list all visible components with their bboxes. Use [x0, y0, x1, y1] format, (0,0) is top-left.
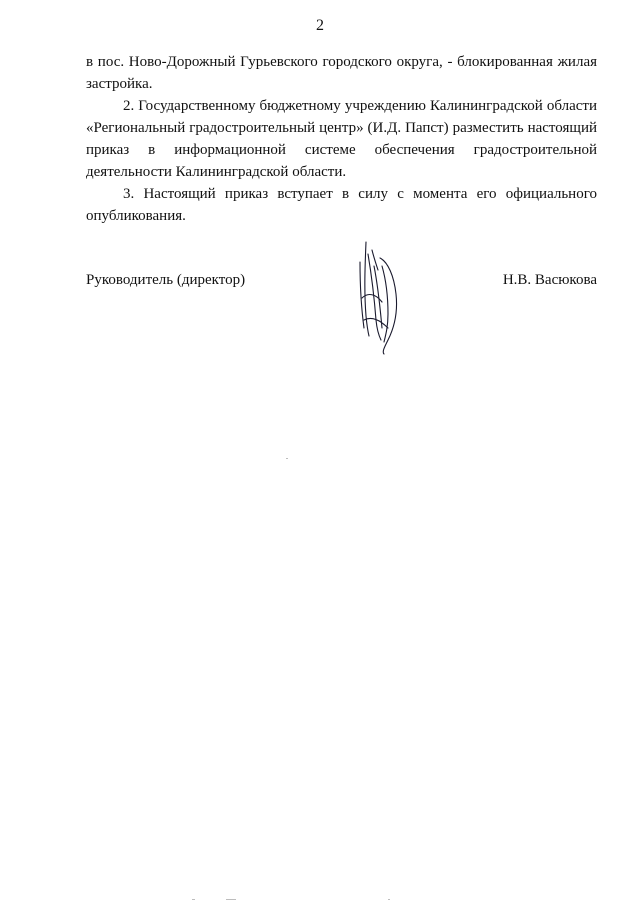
signature-block: [86, 269, 597, 293]
scan-speck: [192, 899, 195, 900]
scan-speck: [388, 899, 390, 900]
page-number: 2: [316, 17, 324, 34]
paragraph-item-3: 3. Настоящий приказ вступает в силу с момента его официального опубликования.: [86, 186, 597, 224]
paragraph-item-2: 2. Государственному бюджетному учреждению Калининградской области «Региональный градостроительный центр» (И.Д. Папст) разместить настоящий приказ в информационной системе обеспечения градостроительной деятельности Калининградской области.: [86, 98, 597, 180]
paragraph-continuation: в пос. Ново-Дорожный Гурьевского городского округа, - блокированная жилая застройка.: [86, 54, 597, 92]
signatory-title: Руководитель (директор): [86, 272, 246, 288]
handwritten-signature: [344, 236, 412, 358]
signatory-name: Н.В. Васюкова: [502, 272, 597, 288]
scan-speck: [286, 458, 288, 459]
document-body: [86, 51, 597, 227]
scan-speck: [226, 899, 236, 900]
